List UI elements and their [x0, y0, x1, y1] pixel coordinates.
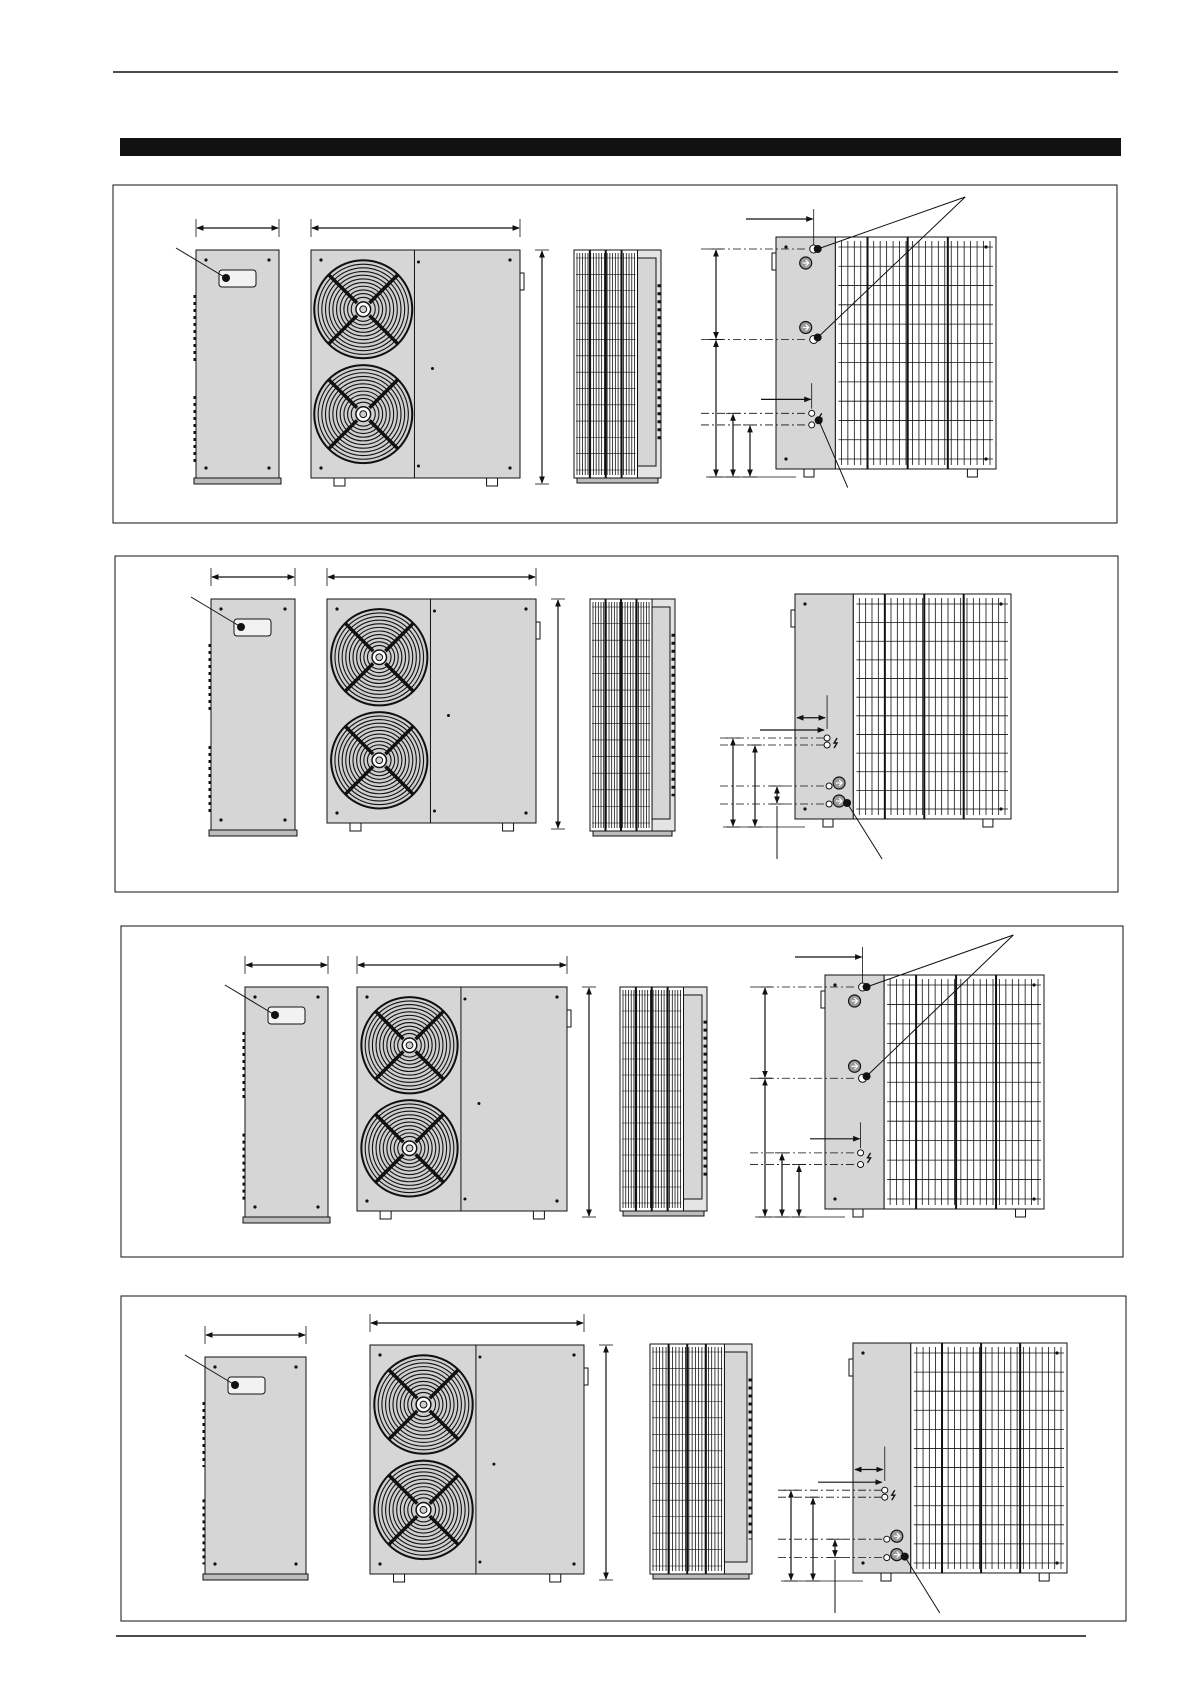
fan-grille-icon [361, 997, 457, 1093]
dimension-line-vertical [775, 1153, 789, 1217]
screw [833, 1197, 836, 1200]
screw [1032, 983, 1035, 986]
screw [319, 258, 322, 261]
side-view [191, 597, 297, 836]
screw [555, 1199, 558, 1202]
front-view [311, 250, 524, 486]
outlet-port [826, 783, 832, 789]
foot [881, 1573, 891, 1581]
screw [833, 983, 836, 986]
side-view [176, 248, 281, 484]
screw [508, 258, 511, 261]
fan-grille-icon [374, 1461, 472, 1559]
foot [503, 823, 514, 831]
width-dimension [370, 1314, 584, 1332]
screw [378, 1353, 381, 1356]
width-dimension [327, 568, 536, 586]
dimension-line-vertical [770, 786, 784, 804]
side-panel-edge [684, 995, 702, 1199]
screw [524, 811, 527, 814]
fan-grille-icon [314, 260, 412, 358]
pipe-fitting-icon [833, 795, 845, 807]
width-dimension [357, 956, 567, 974]
dimension-line-vertical [709, 249, 723, 339]
screw [508, 466, 511, 469]
screw [253, 995, 256, 998]
foot [550, 1574, 561, 1582]
rear-grille [911, 1343, 1067, 1573]
power-port [809, 410, 815, 416]
diagram-panel-1 [113, 185, 1117, 523]
depth-dimension [205, 1326, 306, 1344]
side-handle [772, 253, 776, 270]
side-handle [536, 622, 540, 639]
service-panel [825, 975, 884, 1209]
screw [213, 1365, 216, 1368]
front-view [327, 599, 540, 831]
screw [999, 807, 1002, 810]
screw [999, 602, 1002, 605]
foot [487, 478, 498, 486]
screw [1032, 1197, 1035, 1200]
side-handle [821, 991, 825, 1008]
section-title-bar [120, 138, 1121, 156]
screw [784, 457, 787, 460]
screw [861, 1351, 864, 1354]
screw [803, 807, 806, 810]
height-dimension [551, 599, 565, 829]
side-view [185, 1355, 308, 1580]
fan-grille-icon [374, 1355, 472, 1453]
pipe-fitting-icon [800, 257, 812, 269]
rear-coil-view [650, 1344, 752, 1579]
depth-dimension [196, 219, 279, 237]
pipe-fitting-icon [849, 1060, 861, 1072]
side-panel-edge [724, 1352, 747, 1562]
back-view [720, 594, 1011, 859]
dimension-line-vertical [743, 425, 757, 477]
dimension-line-vertical [758, 1078, 772, 1217]
foot [983, 819, 993, 827]
base-rail [203, 1574, 308, 1580]
screw [267, 258, 270, 261]
depth-dimension [245, 956, 328, 974]
rear-coil-view [590, 599, 675, 836]
foot [533, 1211, 544, 1219]
width-dimension [311, 219, 520, 237]
back-view [750, 935, 1044, 1217]
power-port [858, 1150, 864, 1156]
screw [784, 245, 787, 248]
side-handle [791, 610, 795, 627]
rear-grille [835, 237, 996, 469]
screw [204, 258, 207, 261]
height-dimension [535, 250, 549, 484]
screw [219, 818, 222, 821]
base-rail [209, 830, 297, 836]
inlet-port [826, 801, 832, 807]
panels-container [113, 185, 1126, 1621]
screw [1055, 1561, 1058, 1564]
dimension-line-vertical [709, 339, 723, 477]
depth-dimension [211, 568, 295, 586]
foot [380, 1211, 391, 1219]
screw [555, 995, 558, 998]
screw [319, 466, 322, 469]
dimension-line-vertical [784, 1490, 798, 1581]
fan-grille-icon [361, 1100, 457, 1196]
screw [204, 466, 207, 469]
screw [572, 1353, 575, 1356]
screw [365, 1199, 368, 1202]
side-panel-edge [652, 607, 670, 819]
pipe-fitting-icon [891, 1530, 903, 1542]
screw [803, 602, 806, 605]
fan-grille-icon [331, 609, 427, 705]
power-port [809, 422, 815, 428]
power-port [858, 1162, 864, 1168]
screw [984, 245, 987, 248]
side-view [225, 985, 330, 1223]
pipe-fitting-icon [800, 321, 812, 333]
screw [335, 811, 338, 814]
rear-coil-view [620, 987, 707, 1216]
fan-grille-icon [331, 712, 427, 808]
page-header [113, 72, 1121, 156]
screw [1055, 1351, 1058, 1354]
dimension-line-vertical [828, 1539, 842, 1557]
foot [350, 823, 361, 831]
side-handle [584, 1368, 588, 1385]
screw [524, 607, 527, 610]
pipe-fitting-icon [891, 1549, 903, 1561]
base-rail [623, 1211, 704, 1216]
screw [335, 607, 338, 610]
side-handle [849, 1359, 853, 1376]
rear-grille [884, 975, 1044, 1209]
screw [283, 607, 286, 610]
foot [394, 1574, 405, 1582]
screw [294, 1562, 297, 1565]
screw [316, 995, 319, 998]
screw [219, 607, 222, 610]
back-view [701, 197, 996, 488]
dimension-line-vertical [758, 987, 772, 1078]
front-view [357, 987, 571, 1219]
side-panel-edge [638, 258, 656, 466]
screw [984, 457, 987, 460]
service-panel [776, 237, 835, 469]
front-view [370, 1345, 588, 1582]
dimension-line-vertical [792, 1165, 806, 1217]
base-rail [593, 831, 672, 836]
foot [823, 819, 833, 827]
base-rail [653, 1574, 749, 1579]
screw [861, 1561, 864, 1564]
base-rail [577, 478, 658, 483]
screw [253, 1205, 256, 1208]
height-dimension [582, 987, 596, 1217]
pipe-fitting-icon [849, 995, 861, 1007]
fan-grille-icon [314, 365, 412, 463]
diagram-panel-2 [115, 556, 1118, 892]
rear-coil-view [574, 250, 661, 483]
foot [967, 469, 977, 477]
rear-grille [853, 594, 1011, 819]
screw [378, 1562, 381, 1565]
foot [1016, 1209, 1026, 1217]
screw [213, 1562, 216, 1565]
base-rail [194, 478, 281, 484]
screw [572, 1562, 575, 1565]
back-view [778, 1343, 1067, 1613]
screw [267, 466, 270, 469]
screw [294, 1365, 297, 1368]
height-dimension [599, 1345, 613, 1580]
foot [853, 1209, 863, 1217]
dimension-line-vertical [726, 738, 740, 827]
foot [804, 469, 814, 477]
side-handle [567, 1010, 571, 1027]
diagram-panel-3 [121, 926, 1123, 1257]
screw [283, 818, 286, 821]
dimension-line-vertical [726, 413, 740, 477]
foot [1039, 1573, 1049, 1581]
outlet-port [884, 1536, 890, 1542]
diagram-panel-4 [121, 1296, 1126, 1621]
screw [365, 995, 368, 998]
foot [334, 478, 345, 486]
base-rail [243, 1217, 330, 1223]
inlet-port [884, 1555, 890, 1561]
pipe-fitting-icon [833, 777, 845, 789]
side-handle [520, 273, 524, 290]
screw [316, 1205, 319, 1208]
